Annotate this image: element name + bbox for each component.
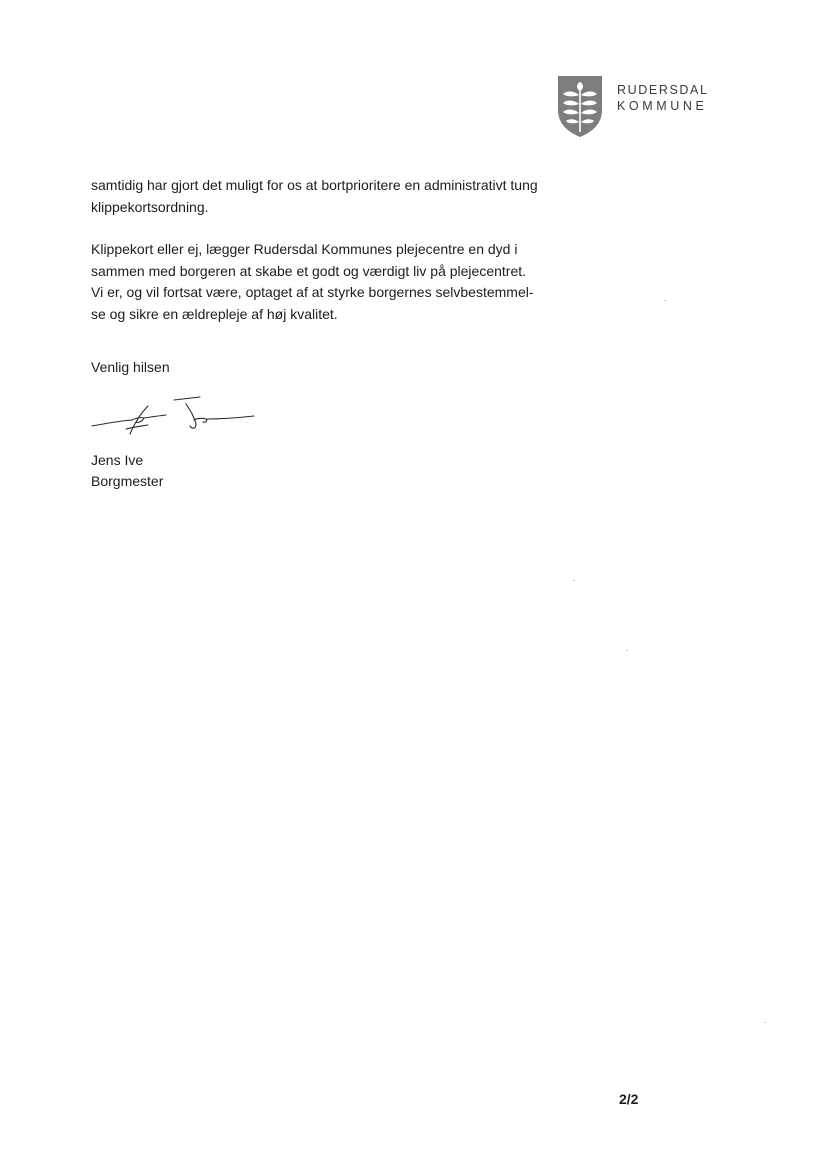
scan-speck: [573, 580, 575, 581]
paragraph-line: Vi er, og vil fortsat være, optaget af at styrke borgernes selvbestemmel-: [91, 284, 534, 300]
paragraph-line: sammen med borgeren at skabe et godt og værdigt liv på plejecentret.: [91, 262, 527, 279]
paragraph-1: [91, 175, 571, 218]
brand-wordmark: [617, 82, 709, 114]
brand-name: RUDERSDAL: [617, 83, 709, 97]
paragraph-line: samtidig har gjort det muligt for os at bortprioritere en administrativt tung: [91, 177, 538, 193]
paragraph-2: [91, 239, 571, 325]
page-number: 2/2: [619, 1091, 639, 1107]
paragraph-line: klippekortsordning.: [91, 198, 209, 215]
paragraph-line: se og sikre en ældrepleje af høj kvalitet.: [91, 305, 338, 322]
signer-block: [91, 450, 163, 492]
scan-speck: [626, 650, 628, 651]
brand-subtitle: KOMMUNE: [617, 99, 708, 113]
signer-title: Borgmester: [91, 473, 164, 489]
closing-salutation: Venlig hilsen: [91, 359, 170, 375]
paragraph-line: Klippekort eller ej, lægger Rudersdal Kommunes plejecentre en dyd i: [91, 241, 518, 257]
signer-name: Jens Ive: [91, 452, 144, 468]
letter-body: [91, 175, 571, 325]
scan-speck: [664, 300, 666, 301]
handwritten-signature: [90, 396, 260, 438]
scan-speck: [764, 1022, 766, 1023]
rudersdal-crest-icon: [556, 74, 604, 138]
header-logo: [556, 74, 716, 138]
